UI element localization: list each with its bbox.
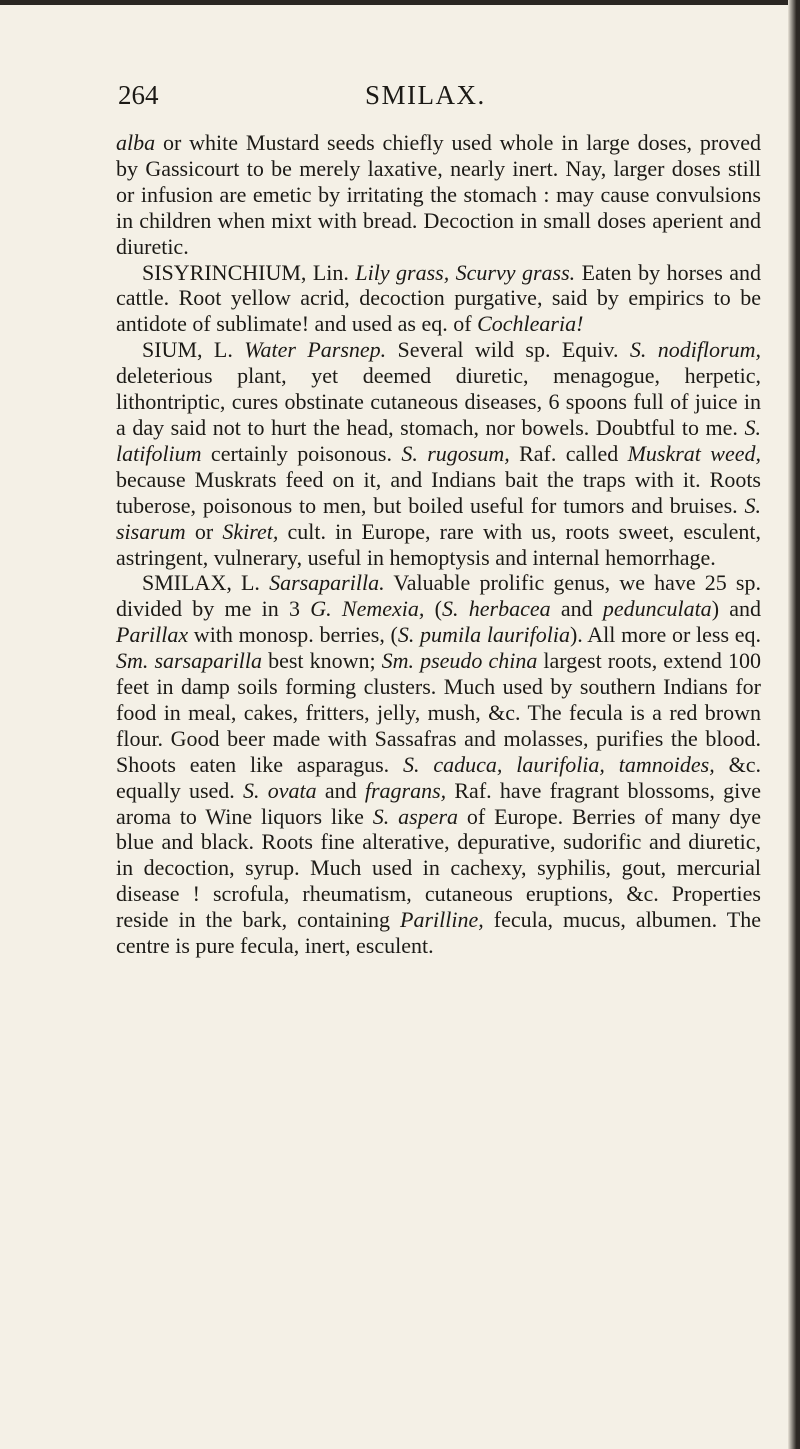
italic-text: S. sisarum — [116, 492, 761, 544]
italic-text: Parillax — [116, 622, 189, 648]
text-run: fecula, mucus, albumen. The centre is pure fecula, inert, esculent. — [116, 907, 761, 959]
italic-text: S. ovata — [243, 777, 317, 803]
text-run: ) and — [711, 596, 762, 622]
italic-text: S. pumila laurifolia — [397, 622, 570, 648]
text-run: Raf. have fragrant blossoms, give aroma to Wine liquors like — [116, 777, 761, 829]
text-run: SMILAX, L. — [142, 570, 270, 596]
text-run: Valuable prolific genus, we have 25 sp. divided by me in 3 — [116, 570, 761, 622]
text-run: and — [550, 596, 603, 622]
text-run: with monosp. berries, ( — [188, 622, 398, 648]
page-number: 264 — [118, 80, 159, 110]
text-run: or — [185, 518, 223, 544]
italic-text: fragrans, — [364, 777, 447, 803]
text-run: best known; — [262, 648, 382, 674]
italic-text: S. herbacea — [442, 596, 551, 622]
running-title: SMILAX. — [365, 80, 486, 110]
paragraph — [116, 570, 761, 959]
italic-text: Sarsaparilla. — [269, 570, 385, 596]
text-run: SIUM, L. — [142, 337, 245, 363]
italic-text: S. rugosum, — [401, 440, 510, 466]
italic-text: Parilline, — [400, 907, 484, 933]
italic-text: Cochlearia! — [477, 311, 584, 337]
italic-text: S. nodiflorum, — [629, 337, 761, 363]
paragraph — [116, 130, 761, 260]
italic-text: pedunculata — [602, 596, 712, 622]
italic-text: S. latifolium — [116, 414, 761, 466]
text-run: largest roots, extend 100 feet in damp soils forming clusters. Much used by southern Indians for food in meal, cakes, fritters, jelly, mush, &c. The fecula is a red brown flour. Good beer made with Sassafras and molasses, purifies the blood. Shoots eaten like asparagus. — [116, 648, 761, 777]
italic-text: G. Nemexia, — [310, 596, 425, 622]
paragraph — [116, 337, 761, 570]
italic-text: alba — [116, 130, 156, 155]
page-header — [0, 80, 800, 120]
text-run: ( — [424, 596, 442, 622]
page-top-edge — [0, 0, 800, 5]
text-run: or white Mustard seeds chiefly used whole in large doses, proved by Gassicourt to be merely laxative, nearly inert. Nay, larger doses still or infusion are emetic by irritating the stomach : may cause convulsions in children when mixt with bread. Decoction in small doses aperient and diuretic. — [116, 130, 761, 259]
italic-text: S. aspera — [372, 803, 459, 829]
text-run: deleterious plant, yet deemed diuretic, menagogue, herpetic, lithontriptic, cures obstinate cutaneous diseases, 6 spoons full of juice in a day said not to hurt the head, stomach, nor bowels. Doubtful to me. — [116, 363, 761, 440]
text-run: cult. in Europe, rare with us, roots sweet, esculent, astringent, vulnerary, useful in hemoptysis and internal hemorrhage. — [116, 518, 761, 570]
body-text — [116, 130, 761, 959]
italic-text: Sm. sarsaparilla — [116, 648, 263, 674]
italic-text: Skiret, — [222, 518, 279, 544]
paragraph — [116, 260, 761, 338]
text-run: Raf. called — [509, 440, 628, 466]
text-run: &c. equally used. — [116, 751, 761, 803]
italic-text: Sm. pseudo china — [381, 648, 538, 674]
text-run: because Muskrats feed on it, and Indians bait the traps with it. Roots tuberose, poisonous to men, but boiled useful for tumors and bruises. — [116, 466, 761, 518]
italic-text: Lily grass, Scurvy grass. — [355, 259, 576, 285]
page-right-edge — [788, 0, 800, 1449]
text-run: Eaten by horses and cattle. Root yellow acrid, decoction purgative, said by empirics to be antidote of sublimate! and used as eq. of — [116, 259, 761, 337]
italic-text: Muskrat weed, — [627, 440, 761, 466]
italic-text: S. caduca, laurifolia, tamnoides, — [403, 751, 715, 777]
text-run: ). All more or less eq. — [569, 622, 761, 648]
italic-text: Water Parsnep. — [244, 337, 387, 363]
text-run: and — [316, 777, 365, 803]
text-run: SISYRINCHIUM, Lin. — [142, 259, 356, 285]
text-run: Several wild sp. Equiv. — [386, 337, 630, 363]
text-run: certainly poisonous. — [201, 440, 402, 466]
text-run: of Europe. Berries of many dye blue and black. Roots fine alterative, depurative, sudorific and diuretic, in decoction, syrup. Much used in cachexy, syphilis, gout, mercurial disease ! scrofula, rheumatism, cutaneous eruptions, &c. Properties reside in the bark, containing — [116, 803, 762, 933]
